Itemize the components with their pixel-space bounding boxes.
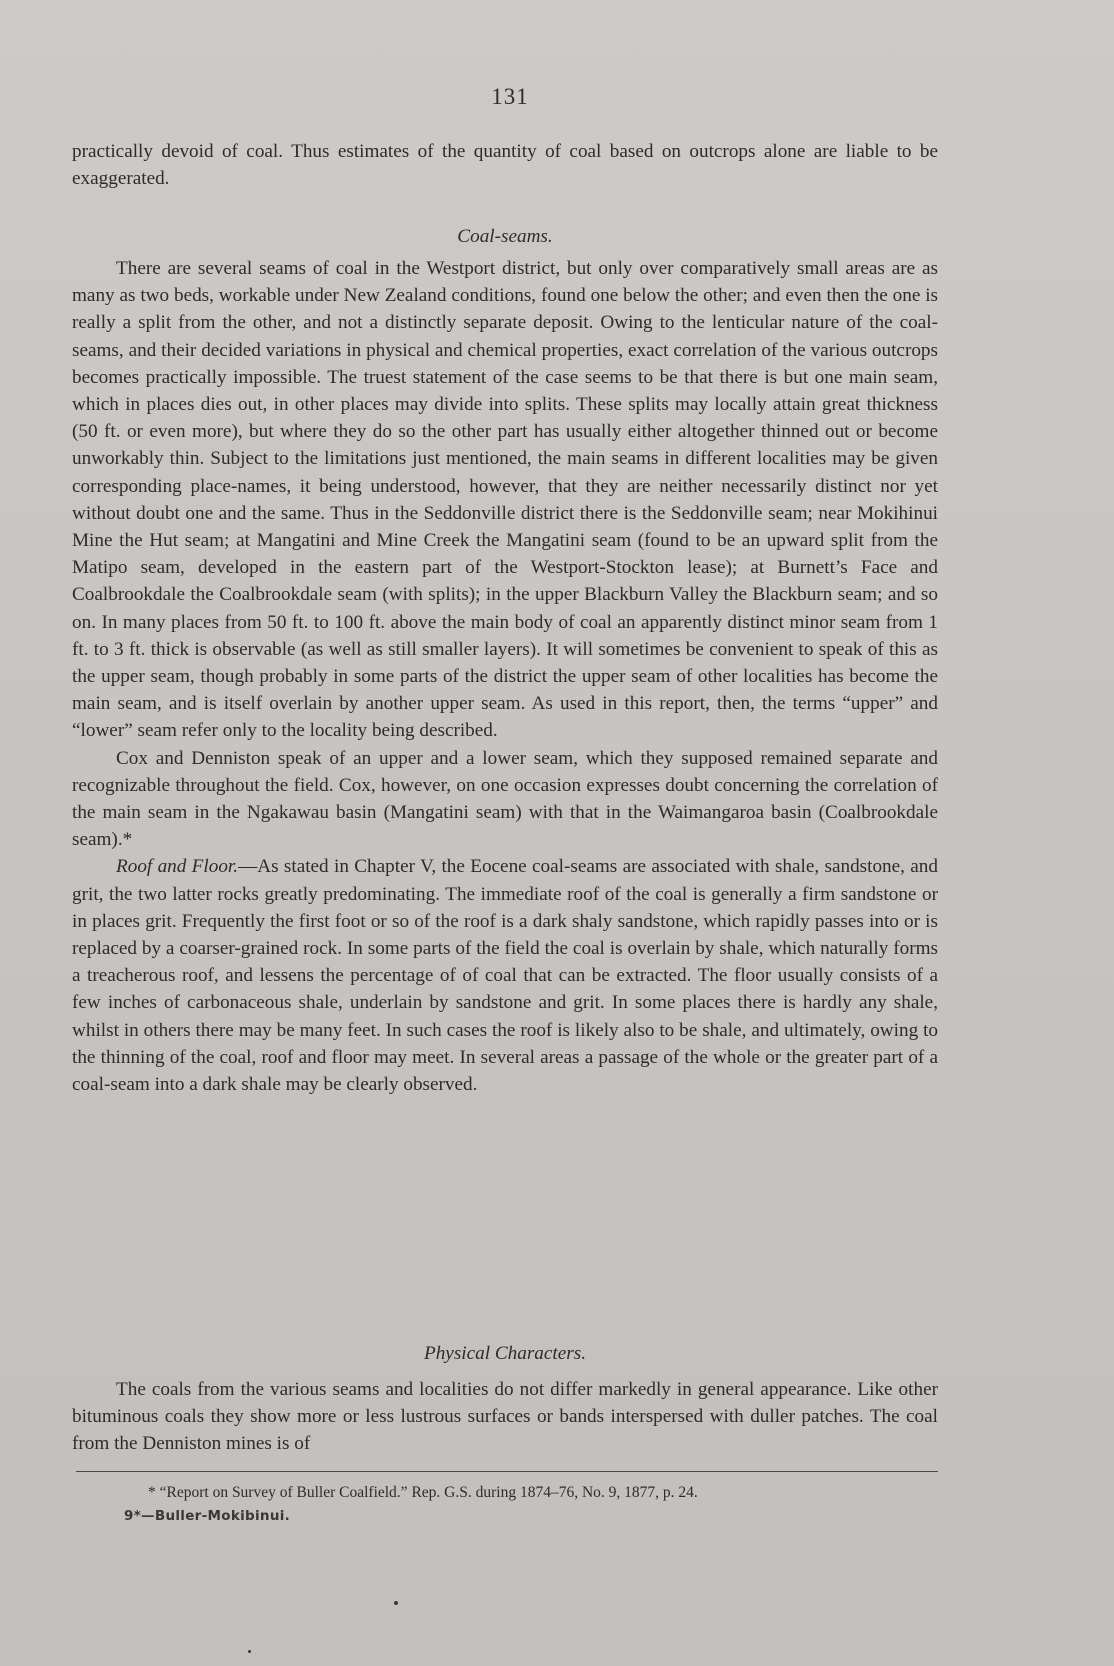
physical-characters-heading: Physical Characters. [423,1343,586,1364]
page-number: 131 [491,84,529,109]
physical-characters-paragraph: The coals from the various seams and localities do not differ markedly in general appearance. Like other bituminous coals they show more or less lustrous surfaces or bands interspersed with duller patches. The coal from the Denniston mines is of [72,1379,938,1455]
footnote-divider [76,1471,938,1472]
intro-paragraph-block [72,138,938,192]
physical-section [72,1376,938,1458]
coal-seams-paragraph-1: There are several seams of coal in the Westport district, but only over comparatively small areas are as many as two beds, workable under New Zealand conditions, found one below the other; and even then the one is really a split from the other, and not a distinctly separate deposit. Owing to the lenticular nature of the coal-seams, and their decided variations in physical and chemical properties, exact correlation of the various outcrops becomes practically impossible. The truest statement of the case seems to be that there is but one main seam, which in places dies out, in other places may divide into splits. These splits may locally attain great thickness (50 ft. or even more), but where they do so the other part has usually either altogether thinned out or become unworkably thin. Subject to the limitations just mentioned, the main seams in different localities may be given corresponding place-names, it being understood, however, that they are neither necessarily distinct nor yet without doubt one and the same. Thus in the Seddonville district there is the Seddonville seam; near Mokihinui Mine the Hut seam; at Mangatini and Mine Creek the Mangatini seam (found to be an upward split from the Matipo seam, developed in the eastern part of the Westport-Stockton lease); at Burnett’s Face and Coalbrookdale the Coalbrookdale seam (with splits); in the upper Blackburn Valley the Blackburn seam; and so on. In many places from 50 ft. to 100 ft. above the main body of coal an apparently distinct minor seam from 1 ft. to 3 ft. thick is observable (as well as still smaller layers). It will sometimes be convenient to speak of this as the upper seam, though probably in some parts of the district the upper seam of other localities has become the main seam, and is itself overlain by another upper seam. As used in this report, then, the terms “upper” and “lower” seam refer only to the locality being described. [72,258,938,742]
roof-floor-text: —As stated in Chapter V, the Eocene coal-seams are associated with shale, sandstone, and grit, the two latter rocks greatly predominating. The immediate roof of the coal is generally a firm sandstone or in places grit. Frequently the first foot or so of the roof is a dark shaly sandstone, which rapidly passes into or is replaced by a coarser-grained rock. In some parts of the field the coal is overlain by shale, which naturally forms a treacherous roof, and lessens the percentage of of coal that can be extracted. The floor usually consists of a few inches of carbonaceous shale, underlain by sandstone and grit. In some places there is hardly any shale, whilst in others there may be many feet. In such cases the roof is likely also to be shale, and ultimately, owing to the thinning of the coal, roof and floor may meet. In several areas a passage of the whole or the greater part of a coal-seam into a dark shale may be clearly observed. [72,856,938,1096]
ink-speck [248,1650,251,1653]
signature-mark: 9*—Buller-Mokibinui. [124,1508,291,1524]
intro-paragraph: practically devoid of coal. Thus estimates of the quantity of coal based on outcrops alone are liable to be exaggerated. [72,141,938,190]
coal-seams-heading: Coal-seams. [457,226,553,247]
roof-floor-paragraph [72,853,938,1098]
ink-speck [394,1601,398,1605]
physical-heading-block [72,1340,938,1367]
roof-floor-label: Roof and Floor. [116,856,239,878]
coal-seams-section [72,255,938,1098]
footnote: * “Report on Survey of Buller Coalfield.” Rep. G.S. during 1874–76, No. 9, 1877, p. 24. [148,1484,698,1501]
coal-seams-paragraph-2: Cox and Denniston speak of an upper and a lower seam, which they supposed remained separate and recognizable throughout the field. Cox, however, on one occasion expresses doubt concerning the correlation of the main seam in the Ngakawau basin (Mangatini seam) with that in the Waimangaroa basin (Coalbrookdale seam).* [72,747,938,851]
coal-seams-heading-block [72,223,938,250]
